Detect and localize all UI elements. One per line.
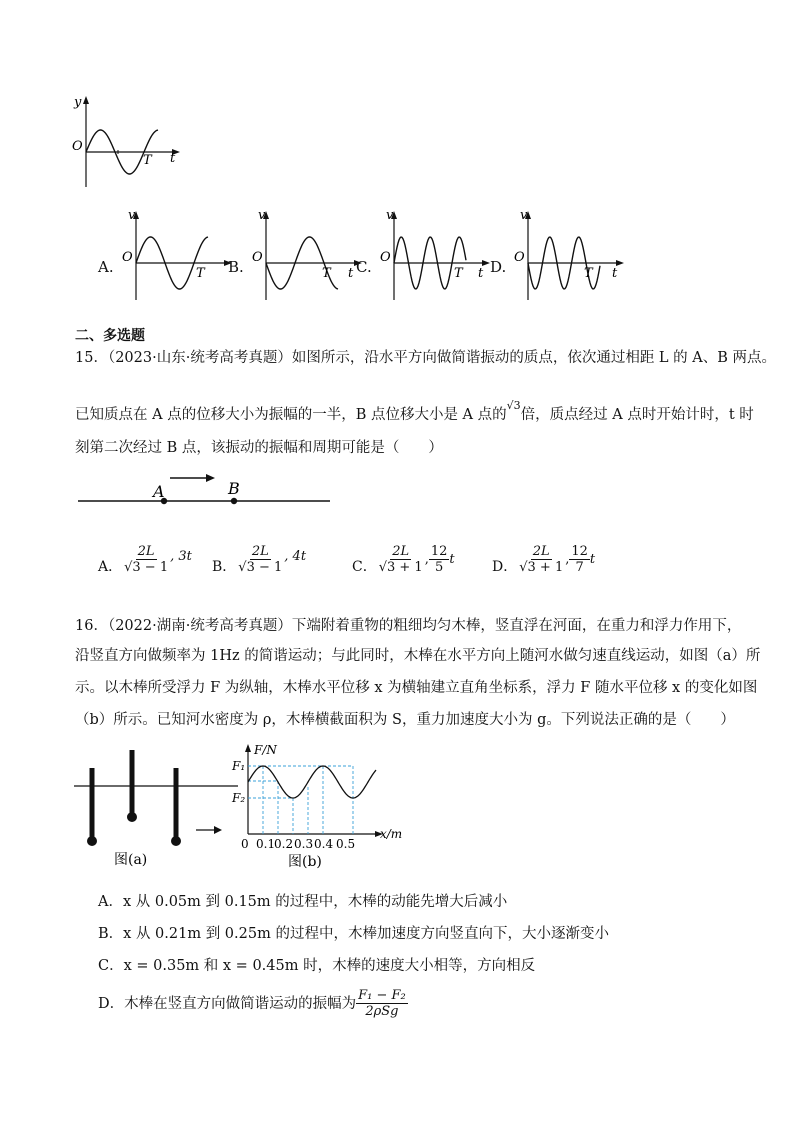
option-graph-B <box>228 205 368 305</box>
v-label: v <box>386 208 394 223</box>
period-text: , 3t <box>170 548 192 564</box>
amplitude-fraction: $\frac{\text{F₁ − F₂}}{\text{2ρSg}}$ <box>358 988 406 1019</box>
option-letter: A． <box>98 559 123 575</box>
q16-line2: 沿竖直方向做频率为 1Hz 的简谐运动；与此同时，木棒在水平方向上随河水做匀速直线运动，如图（a）所 <box>75 648 761 664</box>
option-graph-D <box>490 205 630 305</box>
amplitude-fraction: $\frac{2L}{√3 - 1}$ <box>124 543 169 575</box>
top-T-label: T <box>143 153 152 168</box>
figure-b <box>228 742 418 872</box>
fig-b-y-axis: F/N <box>254 743 277 757</box>
q15-option-B[interactable] <box>212 542 306 576</box>
fig-b-F2: F₂ <box>232 791 246 805</box>
option-letter: B. <box>228 258 244 276</box>
top-t-label: t <box>170 151 176 166</box>
t-label: t <box>612 266 618 281</box>
q16-line3: 示。以木棒所受浮力 F 为纵轴，木棒水平位移 x 为横轴建立直角坐标系，浮力 F 随水平位移 x 的变化如图 <box>75 680 758 696</box>
q16-option-B[interactable]: B．x 从 0.21m 到 0.25m 的过程中，木棒加速度方向竖直向下，大小逐渐变小 <box>98 926 609 942</box>
q16-line1: 16．（2022·湖南·统考高考真题）下端附着重物的粗细均匀木棒，竖直浮在河面，在重力和浮力作用下， <box>75 618 742 634</box>
top-y-label: y <box>74 95 82 110</box>
figure-a <box>72 748 252 868</box>
option-graph-C <box>356 205 496 305</box>
option-letter: D． <box>492 559 518 575</box>
t-label: t <box>478 266 484 281</box>
t-label: t <box>348 266 354 281</box>
fig-b-tick: 0.5 <box>336 837 356 851</box>
T-label: T <box>322 266 331 281</box>
q16-option-D[interactable] <box>98 988 408 1019</box>
q15-figure <box>75 466 335 510</box>
fig-b-caption: 图(b) <box>288 854 322 870</box>
origin-label: O <box>380 250 391 265</box>
fig-b-tick: 0.3 <box>294 837 314 851</box>
q15-line2a: 已知质点在 A 点的位移大小为振幅的一半，B 点位移大小是 A 点的 <box>75 407 507 423</box>
option-letter: C. <box>356 258 372 276</box>
v-label: v <box>128 208 136 223</box>
period-fraction: $\frac{12}{5}$ <box>430 543 448 575</box>
option-letter: C． <box>352 559 377 575</box>
amplitude-fraction: $\frac{2L}{√3 + 1}$ <box>378 543 423 575</box>
point-A-label: A <box>153 482 165 501</box>
period-text: , 4t <box>284 548 307 564</box>
period-unit: t <box>589 551 596 567</box>
section-title: 二、多选题 <box>75 328 145 344</box>
fig-b-tick: 0.4 <box>314 837 334 851</box>
fig-b-x-axis: x/m <box>380 827 403 841</box>
q16-option-D-text: D．木棒在竖直方向做简谐运动的振幅为 <box>98 995 357 1012</box>
q15-line2 <box>75 396 754 425</box>
option-graph-A <box>98 205 238 305</box>
period-fraction: $\frac{12}{7}$ <box>571 543 588 575</box>
option-letter: B． <box>212 559 237 575</box>
amplitude-fraction: $\frac{2L}{√3 + 1}$ <box>519 543 564 575</box>
top-sine-graph <box>60 92 190 192</box>
period-unit: t <box>449 551 455 567</box>
q16-option-A[interactable]: A．x 从 0.05m 到 0.15m 的过程中，木棒的动能先增大后减小 <box>98 894 508 910</box>
fig-b-tick: 0.1 <box>256 837 276 851</box>
origin-label: O <box>252 250 263 265</box>
q15-option-A[interactable] <box>98 542 192 576</box>
fig-a-caption: 图(a) <box>114 852 148 868</box>
fig-b-tick: 0.2 <box>274 837 294 851</box>
amplitude-fraction: $\frac{2L}{√3 - 1}$ <box>238 543 283 575</box>
T-label: T <box>454 266 463 281</box>
T-label: T <box>584 266 593 281</box>
top-origin-label: O <box>72 139 83 154</box>
option-letter: A. <box>98 258 114 276</box>
fig-b-F1: F₁ <box>232 759 246 773</box>
q16-option-C[interactable]: C．x = 0.35m 和 x = 0.45m 时，木棒的速度大小相等，方向相反 <box>98 958 536 974</box>
separator: , <box>565 551 570 567</box>
point-B-label: B <box>228 479 240 498</box>
origin-label: O <box>514 250 525 265</box>
origin-label: O <box>122 250 133 265</box>
q15-line1: 15．（2023·山东·统考高考真题）如图所示，沿水平方向做简谐振动的质点，依次通过相距 L 的 A、B 两点。 <box>75 350 777 366</box>
T-label: T <box>196 266 205 281</box>
q15-option-C[interactable] <box>352 542 455 576</box>
q15-line2b: 倍，质点经过 A 点时开始计时，t 时 <box>520 407 754 423</box>
v-label: v <box>520 208 528 223</box>
v-label: v <box>258 208 266 223</box>
q15-line3: 刻第二次经过 B 点，该振动的振幅和周期可能是（ ） <box>75 440 443 456</box>
sqrt3: √3 <box>506 399 521 412</box>
q16-line4: （b）所示。已知河水密度为 ρ，木棒横截面积为 S，重力加速度大小为 g。下列说法正确的是（ ） <box>75 712 735 728</box>
fig-b-origin: 0 <box>241 837 249 851</box>
option-letter: D. <box>490 258 507 276</box>
separator: , <box>424 551 429 567</box>
q15-option-D[interactable] <box>492 542 595 576</box>
